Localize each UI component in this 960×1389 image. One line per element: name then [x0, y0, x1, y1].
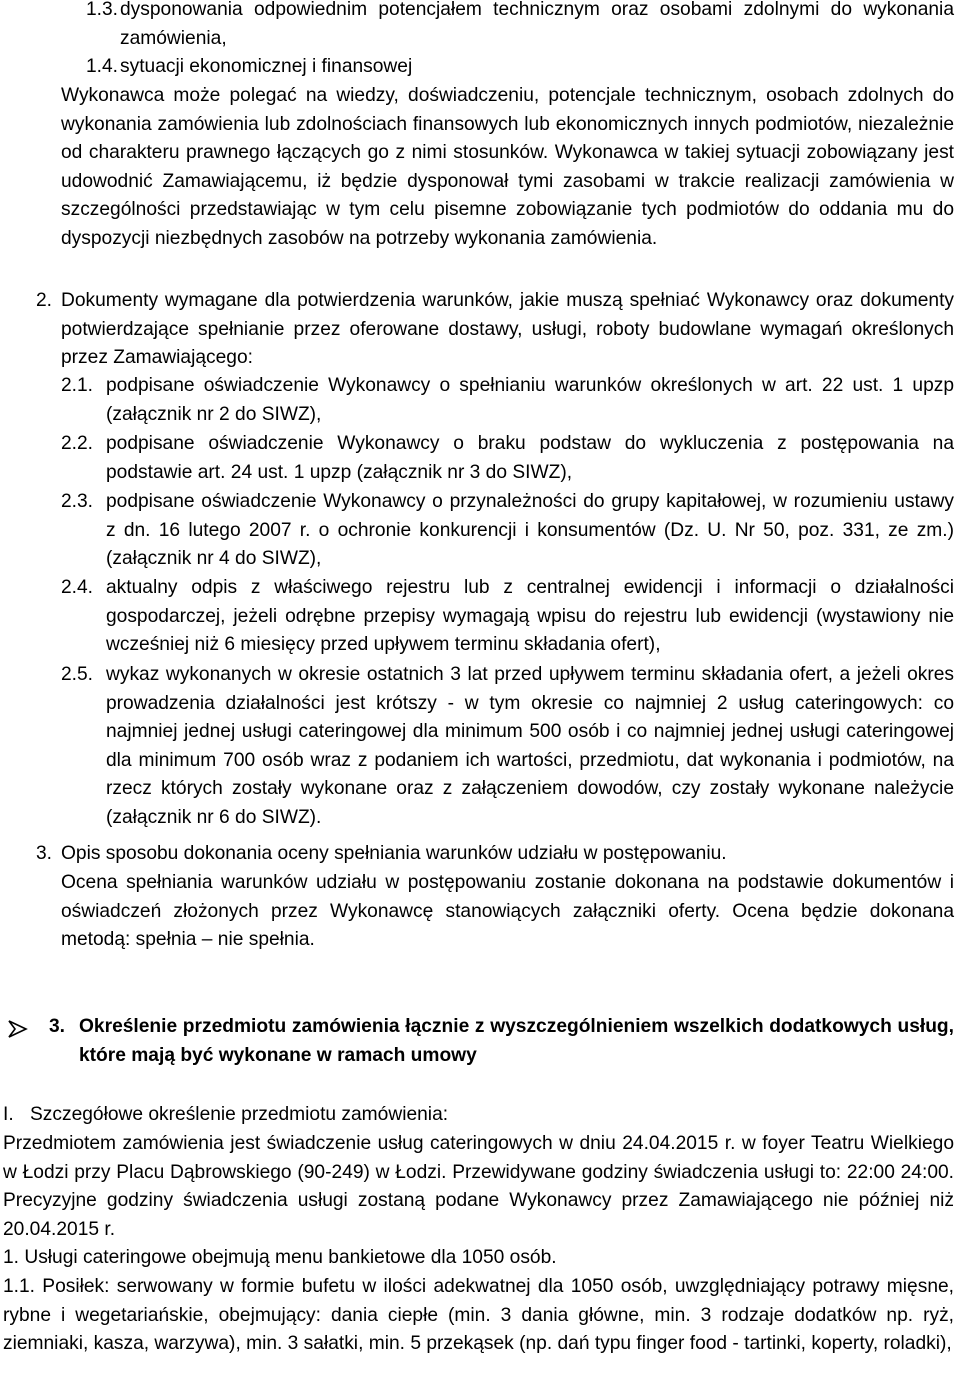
item-number: 2.4. — [61, 577, 94, 598]
item-number: 2.5. — [61, 664, 94, 685]
list-item-text: podpisane oświadczenie Wykonawcy o przynależności do grupy kapitałowej, w rozumieniu ustawy z dn. 16 lutego 2007 r. o ochronie konkurencji i konsumentów (Dz. U. Nr 50, poz. 331, ze zm.) (załącznik nr 4 do SIWZ), — [106, 491, 954, 569]
item-number: 1.3. — [86, 0, 119, 20]
section-heading: Określenie przedmiotu zamówienia łącznie z wyszczególnieniem wszelkich dodatkowych usług, które mają być wykonane w ramach umowy — [79, 1016, 954, 1066]
item-number: 2.2. — [61, 433, 94, 454]
item-number: 2.3. — [61, 491, 94, 512]
list-item-text: Dokumenty wymagane dla potwierdzenia warunków, jakie muszą spełniać Wykonawcy oraz dokumenty potwierdzające spełnianie przez oferowane dostawy, usługi, roboty budowlane wymagań określonych przez Zamawiającego: — [61, 290, 954, 368]
list-item-text: podpisane oświadczenie Wykonawcy o braku podstaw do wykluczenia z postępowania na podstawie art. 24 ust. 1 upzp (załącznik nr 3 do SIWZ), — [106, 433, 954, 483]
part-label: I. — [3, 1104, 14, 1125]
section-number: 3. — [49, 1016, 66, 1037]
item-number: 2. — [36, 290, 53, 311]
list-item-text: dysponowania odpowiednim potencjałem technicznym oraz osobami zdolnymi do wykonania zamówienia, — [120, 0, 954, 49]
part-title: Szczegółowe określenie przedmiotu zamówienia: — [30, 1104, 449, 1125]
item-number: 2.1. — [61, 375, 94, 396]
paragraph: Wykonawca może polegać na wiedzy, doświadczeniu, potencjale technicznym, osobach zdolnych do wykonania zamówienia lub zdolnościach finansowych lub ekonomicznych innych podmiotów, niezależnie od charakteru prawnego łączących go z nimi stosunków. Wykonawca w takiej sytuacji zobowiązany jest udowodnić Zamawiającemu, iż będzie dysponował tymi zasobami w trakcie realizacji zamówienia w szczególności przedstawiając w tym celu pisemne zobowiązanie tych podmiotów do oddania mu do dyspozycji niezbędnych zasobów na potrzeby wykonania zamówienia. — [61, 85, 954, 249]
list-item-text: sytuacji ekonomicznej i finansowej — [120, 56, 413, 77]
list-item-text: podpisane oświadczenie Wykonawcy o spełnianiu warunków określonych w art. 22 ust. 1 upzp (załącznik nr 2 do SIWZ), — [106, 375, 954, 425]
item-number: 3. — [36, 843, 53, 864]
list-item-text: Opis sposobu dokonania oceny spełniania warunków udziału w postępowaniu. — [61, 843, 727, 864]
list-item-text: aktualny odpis z właściwego rejestru lub z centralnej ewidencji i informacji o działalności gospodarczej, jeżeli odrębne przepisy wymagają wpisu do rejestru lub ewidencji (wystawiony nie wcześniej niż 6 miesięcy przed upływem terminu składania ofert), — [106, 577, 954, 655]
paragraph: Ocena spełniania warunków udziału w postępowaniu zostanie dokonana na podstawie dokumentów i oświadczeń złożonych przez Wykonawcę stanowiących załączniki oferty. Ocena będzie dokonana metodą: spełnia – nie spełnia. — [61, 872, 954, 950]
paragraph: 1. Usługi cateringowe obejmują menu bankietowe dla 1050 osób. — [3, 1247, 557, 1268]
list-item-text: wykaz wykonanych w okresie ostatnich 3 lat przed upływem terminu składania ofert, a jeżeli okres prowadzenia działalności jest krótszy - w tym okresie co najmniej 2 usług cateringowych: co najmniej jednej usługi cateringowej dla minimum 500 osób i co najmniej jednej usługi cateringowej dla minimum 700 osób wraz z podaniem ich wartości, przedmiotu, dat wykonania i podmiotów, na rzecz których zostały wykonane oraz z załączeniem dowodów, czy zostały wykonane należycie (załącznik nr 6 do SIWZ). — [106, 664, 954, 828]
paragraph: Przedmiotem zamówienia jest świadczenie usług cateringowych w dniu 24.04.2015 r. w foyer Teatru Wielkiego w Łodzi przy Placu Dąbrowskiego (90-249) w Łodzi. Przewidywane godziny świadczenia usługi to: 22:00 24:00. Precyzyjne godziny świadczenia usługi zostaną podane Wykonawcy przez Zamawiającego nie później niż 20.04.2015 r. — [3, 1133, 954, 1240]
item-number: 1.4. — [86, 56, 119, 77]
arrow-bullet-icon — [6, 1016, 32, 1042]
paragraph: 1.1. Posiłek: serwowany w formie bufetu w ilości adekwatnej dla 1050 osób, uwzględniający potrawy mięsne, rybne i wegetariańskie, obejmujący: dania ciepłe (min. 3 dania główne, min. 3 rodzaje dodatków np. ryż, ziemniaki, kasza, warzywa), min. 3 sałatki, min. 5 przekąsek (np. dań typu finger food - tartinki, koperty, roladki), — [3, 1276, 954, 1354]
